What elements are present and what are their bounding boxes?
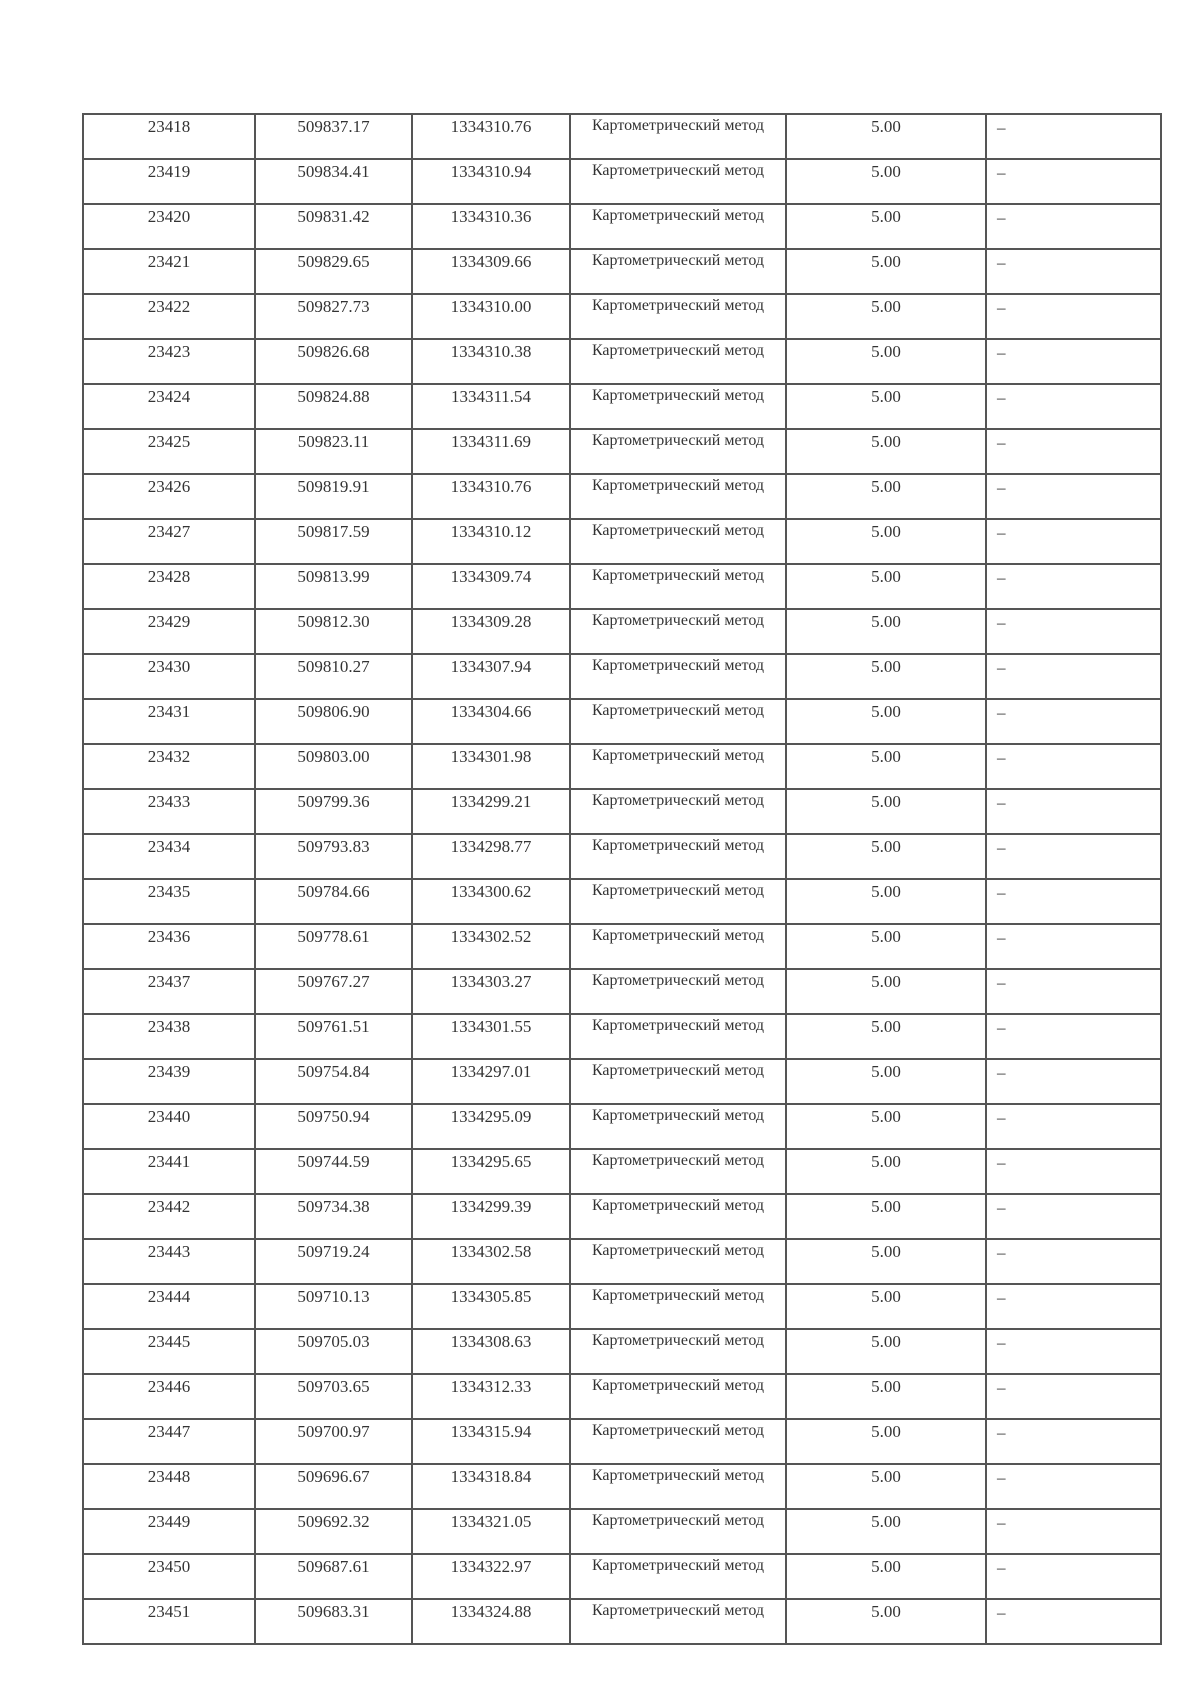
method-cell: Картометрический метод — [570, 1014, 786, 1059]
point-number-cell: 23444 — [83, 1284, 255, 1329]
point-number-cell: 23418 — [83, 114, 255, 159]
table-body — [83, 114, 1161, 1644]
y-coordinate-cell: 1334297.01 — [412, 1059, 570, 1104]
point-number-cell: 23451 — [83, 1599, 255, 1644]
x-coordinate-cell: 509827.73 — [255, 294, 412, 339]
y-coordinate-cell: 1334312.33 — [412, 1374, 570, 1419]
point-number-cell: 23441 — [83, 1149, 255, 1194]
y-coordinate-cell: 1334298.77 — [412, 834, 570, 879]
table-row — [83, 1239, 1161, 1284]
note-cell: – — [986, 1419, 1161, 1464]
method-cell: Картометрический метод — [570, 159, 786, 204]
point-number-cell: 23439 — [83, 1059, 255, 1104]
accuracy-cell: 5.00 — [786, 699, 986, 744]
table-row — [83, 1554, 1161, 1599]
table-row — [83, 1599, 1161, 1644]
method-cell: Картометрический метод — [570, 834, 786, 879]
x-coordinate-cell: 509837.17 — [255, 114, 412, 159]
note-cell: – — [986, 654, 1161, 699]
method-cell: Картометрический метод — [570, 1104, 786, 1149]
table-row — [83, 1374, 1161, 1419]
y-coordinate-cell: 1334309.66 — [412, 249, 570, 294]
y-coordinate-cell: 1334295.65 — [412, 1149, 570, 1194]
method-cell: Картометрический метод — [570, 564, 786, 609]
note-cell: – — [986, 1374, 1161, 1419]
table-row — [83, 1464, 1161, 1509]
x-coordinate-cell: 509834.41 — [255, 159, 412, 204]
accuracy-cell: 5.00 — [786, 1194, 986, 1239]
note-cell: – — [986, 1464, 1161, 1509]
accuracy-cell: 5.00 — [786, 1419, 986, 1464]
y-coordinate-cell: 1334310.12 — [412, 519, 570, 564]
point-number-cell: 23440 — [83, 1104, 255, 1149]
coordinates-table-container — [82, 113, 1160, 1645]
y-coordinate-cell: 1334302.52 — [412, 924, 570, 969]
note-cell: – — [986, 1014, 1161, 1059]
x-coordinate-cell: 509761.51 — [255, 1014, 412, 1059]
point-number-cell: 23422 — [83, 294, 255, 339]
note-cell: – — [986, 474, 1161, 519]
method-cell: Картометрический метод — [570, 1554, 786, 1599]
accuracy-cell: 5.00 — [786, 1104, 986, 1149]
point-number-cell: 23434 — [83, 834, 255, 879]
method-cell: Картометрический метод — [570, 249, 786, 294]
note-cell: – — [986, 294, 1161, 339]
note-cell: – — [986, 834, 1161, 879]
y-coordinate-cell: 1334299.21 — [412, 789, 570, 834]
y-coordinate-cell: 1334305.85 — [412, 1284, 570, 1329]
x-coordinate-cell: 509744.59 — [255, 1149, 412, 1194]
table-row — [83, 1419, 1161, 1464]
method-cell: Картометрический метод — [570, 609, 786, 654]
table-row — [83, 294, 1161, 339]
x-coordinate-cell: 509784.66 — [255, 879, 412, 924]
y-coordinate-cell: 1334301.98 — [412, 744, 570, 789]
point-number-cell: 23442 — [83, 1194, 255, 1239]
accuracy-cell: 5.00 — [786, 429, 986, 474]
point-number-cell: 23428 — [83, 564, 255, 609]
note-cell: – — [986, 1554, 1161, 1599]
y-coordinate-cell: 1334295.09 — [412, 1104, 570, 1149]
x-coordinate-cell: 509767.27 — [255, 969, 412, 1014]
y-coordinate-cell: 1334321.05 — [412, 1509, 570, 1554]
method-cell: Картометрический метод — [570, 1464, 786, 1509]
accuracy-cell: 5.00 — [786, 339, 986, 384]
point-number-cell: 23427 — [83, 519, 255, 564]
table-row — [83, 924, 1161, 969]
y-coordinate-cell: 1334315.94 — [412, 1419, 570, 1464]
point-number-cell: 23450 — [83, 1554, 255, 1599]
point-number-cell: 23448 — [83, 1464, 255, 1509]
x-coordinate-cell: 509778.61 — [255, 924, 412, 969]
y-coordinate-cell: 1334307.94 — [412, 654, 570, 699]
y-coordinate-cell: 1334308.63 — [412, 1329, 570, 1374]
accuracy-cell: 5.00 — [786, 1284, 986, 1329]
x-coordinate-cell: 509793.83 — [255, 834, 412, 879]
point-number-cell: 23421 — [83, 249, 255, 294]
y-coordinate-cell: 1334309.74 — [412, 564, 570, 609]
method-cell: Картометрический метод — [570, 384, 786, 429]
x-coordinate-cell: 509803.00 — [255, 744, 412, 789]
table-row — [83, 159, 1161, 204]
x-coordinate-cell: 509819.91 — [255, 474, 412, 519]
x-coordinate-cell: 509700.97 — [255, 1419, 412, 1464]
table-row — [83, 519, 1161, 564]
note-cell: – — [986, 159, 1161, 204]
x-coordinate-cell: 509734.38 — [255, 1194, 412, 1239]
note-cell: – — [986, 969, 1161, 1014]
accuracy-cell: 5.00 — [786, 609, 986, 654]
y-coordinate-cell: 1334304.66 — [412, 699, 570, 744]
point-number-cell: 23431 — [83, 699, 255, 744]
accuracy-cell: 5.00 — [786, 1059, 986, 1104]
table-row — [83, 1014, 1161, 1059]
y-coordinate-cell: 1334310.00 — [412, 294, 570, 339]
point-number-cell: 23435 — [83, 879, 255, 924]
x-coordinate-cell: 509817.59 — [255, 519, 412, 564]
y-coordinate-cell: 1334302.58 — [412, 1239, 570, 1284]
y-coordinate-cell: 1334318.84 — [412, 1464, 570, 1509]
point-number-cell: 23423 — [83, 339, 255, 384]
x-coordinate-cell: 509754.84 — [255, 1059, 412, 1104]
table-row — [83, 339, 1161, 384]
table-row — [83, 969, 1161, 1014]
method-cell: Картометрический метод — [570, 204, 786, 249]
accuracy-cell: 5.00 — [786, 1599, 986, 1644]
note-cell: – — [986, 1599, 1161, 1644]
table-row — [83, 1329, 1161, 1374]
accuracy-cell: 5.00 — [786, 879, 986, 924]
accuracy-cell: 5.00 — [786, 1239, 986, 1284]
table-row — [83, 474, 1161, 519]
method-cell: Картометрический метод — [570, 654, 786, 699]
x-coordinate-cell: 509831.42 — [255, 204, 412, 249]
method-cell: Картометрический метод — [570, 699, 786, 744]
note-cell: – — [986, 1059, 1161, 1104]
method-cell: Картометрический метод — [570, 744, 786, 789]
x-coordinate-cell: 509824.88 — [255, 384, 412, 429]
method-cell: Картометрический метод — [570, 294, 786, 339]
accuracy-cell: 5.00 — [786, 474, 986, 519]
x-coordinate-cell: 509823.11 — [255, 429, 412, 474]
x-coordinate-cell: 509696.67 — [255, 1464, 412, 1509]
point-number-cell: 23447 — [83, 1419, 255, 1464]
method-cell: Картометрический метод — [570, 789, 786, 834]
x-coordinate-cell: 509710.13 — [255, 1284, 412, 1329]
x-coordinate-cell: 509705.03 — [255, 1329, 412, 1374]
point-number-cell: 23443 — [83, 1239, 255, 1284]
note-cell: – — [986, 789, 1161, 834]
accuracy-cell: 5.00 — [786, 789, 986, 834]
coordinates-table — [82, 113, 1162, 1645]
table-row — [83, 654, 1161, 699]
note-cell: – — [986, 1329, 1161, 1374]
y-coordinate-cell: 1334310.36 — [412, 204, 570, 249]
y-coordinate-cell: 1334310.76 — [412, 474, 570, 519]
accuracy-cell: 5.00 — [786, 294, 986, 339]
x-coordinate-cell: 509692.32 — [255, 1509, 412, 1554]
point-number-cell: 23449 — [83, 1509, 255, 1554]
accuracy-cell: 5.00 — [786, 924, 986, 969]
x-coordinate-cell: 509826.68 — [255, 339, 412, 384]
table-row — [83, 384, 1161, 429]
method-cell: Картометрический метод — [570, 114, 786, 159]
point-number-cell: 23438 — [83, 1014, 255, 1059]
y-coordinate-cell: 1334299.39 — [412, 1194, 570, 1239]
x-coordinate-cell: 509812.30 — [255, 609, 412, 654]
accuracy-cell: 5.00 — [786, 1464, 986, 1509]
table-row — [83, 114, 1161, 159]
note-cell: – — [986, 924, 1161, 969]
note-cell: – — [986, 1149, 1161, 1194]
note-cell: – — [986, 429, 1161, 474]
accuracy-cell: 5.00 — [786, 204, 986, 249]
accuracy-cell: 5.00 — [786, 384, 986, 429]
point-number-cell: 23420 — [83, 204, 255, 249]
point-number-cell: 23433 — [83, 789, 255, 834]
x-coordinate-cell: 509703.65 — [255, 1374, 412, 1419]
table-row — [83, 1284, 1161, 1329]
accuracy-cell: 5.00 — [786, 1554, 986, 1599]
x-coordinate-cell: 509687.61 — [255, 1554, 412, 1599]
method-cell: Картометрический метод — [570, 879, 786, 924]
y-coordinate-cell: 1334311.54 — [412, 384, 570, 429]
note-cell: – — [986, 1284, 1161, 1329]
method-cell: Картометрический метод — [570, 429, 786, 474]
note-cell: – — [986, 564, 1161, 609]
table-row — [83, 1059, 1161, 1104]
table-row — [83, 744, 1161, 789]
table-row — [83, 1104, 1161, 1149]
accuracy-cell: 5.00 — [786, 564, 986, 609]
point-number-cell: 23436 — [83, 924, 255, 969]
x-coordinate-cell: 509750.94 — [255, 1104, 412, 1149]
accuracy-cell: 5.00 — [786, 1374, 986, 1419]
y-coordinate-cell: 1334324.88 — [412, 1599, 570, 1644]
method-cell: Картометрический метод — [570, 1419, 786, 1464]
method-cell: Картометрический метод — [570, 1059, 786, 1104]
accuracy-cell: 5.00 — [786, 1329, 986, 1374]
table-row — [83, 429, 1161, 474]
method-cell: Картометрический метод — [570, 474, 786, 519]
y-coordinate-cell: 1334303.27 — [412, 969, 570, 1014]
y-coordinate-cell: 1334309.28 — [412, 609, 570, 654]
accuracy-cell: 5.00 — [786, 1509, 986, 1554]
accuracy-cell: 5.00 — [786, 519, 986, 564]
accuracy-cell: 5.00 — [786, 834, 986, 879]
note-cell: – — [986, 519, 1161, 564]
note-cell: – — [986, 699, 1161, 744]
accuracy-cell: 5.00 — [786, 969, 986, 1014]
note-cell: – — [986, 1104, 1161, 1149]
point-number-cell: 23419 — [83, 159, 255, 204]
point-number-cell: 23425 — [83, 429, 255, 474]
x-coordinate-cell: 509813.99 — [255, 564, 412, 609]
x-coordinate-cell: 509683.31 — [255, 1599, 412, 1644]
x-coordinate-cell: 509806.90 — [255, 699, 412, 744]
method-cell: Картометрический метод — [570, 1599, 786, 1644]
note-cell: – — [986, 249, 1161, 294]
table-row — [83, 879, 1161, 924]
note-cell: – — [986, 744, 1161, 789]
table-row — [83, 1509, 1161, 1554]
method-cell: Картометрический метод — [570, 1284, 786, 1329]
point-number-cell: 23437 — [83, 969, 255, 1014]
note-cell: – — [986, 1194, 1161, 1239]
note-cell: – — [986, 384, 1161, 429]
note-cell: – — [986, 1509, 1161, 1554]
table-row — [83, 789, 1161, 834]
table-row — [83, 204, 1161, 249]
table-row — [83, 1194, 1161, 1239]
y-coordinate-cell: 1334310.76 — [412, 114, 570, 159]
note-cell: – — [986, 114, 1161, 159]
table-row — [83, 834, 1161, 879]
method-cell: Картометрический метод — [570, 1239, 786, 1284]
x-coordinate-cell: 509719.24 — [255, 1239, 412, 1284]
accuracy-cell: 5.00 — [786, 744, 986, 789]
y-coordinate-cell: 1334311.69 — [412, 429, 570, 474]
accuracy-cell: 5.00 — [786, 1014, 986, 1059]
method-cell: Картометрический метод — [570, 1509, 786, 1554]
method-cell: Картометрический метод — [570, 1329, 786, 1374]
note-cell: – — [986, 339, 1161, 384]
table-row — [83, 564, 1161, 609]
x-coordinate-cell: 509829.65 — [255, 249, 412, 294]
method-cell: Картометрический метод — [570, 339, 786, 384]
table-row — [83, 609, 1161, 654]
method-cell: Картометрический метод — [570, 1374, 786, 1419]
note-cell: – — [986, 609, 1161, 654]
note-cell: – — [986, 204, 1161, 249]
y-coordinate-cell: 1334322.97 — [412, 1554, 570, 1599]
note-cell: – — [986, 1239, 1161, 1284]
x-coordinate-cell: 509799.36 — [255, 789, 412, 834]
method-cell: Картометрический метод — [570, 969, 786, 1014]
point-number-cell: 23429 — [83, 609, 255, 654]
y-coordinate-cell: 1334300.62 — [412, 879, 570, 924]
method-cell: Картометрический метод — [570, 519, 786, 564]
point-number-cell: 23432 — [83, 744, 255, 789]
method-cell: Картометрический метод — [570, 924, 786, 969]
table-row — [83, 1149, 1161, 1194]
point-number-cell: 23445 — [83, 1329, 255, 1374]
accuracy-cell: 5.00 — [786, 114, 986, 159]
accuracy-cell: 5.00 — [786, 249, 986, 294]
point-number-cell: 23430 — [83, 654, 255, 699]
accuracy-cell: 5.00 — [786, 159, 986, 204]
accuracy-cell: 5.00 — [786, 654, 986, 699]
y-coordinate-cell: 1334310.38 — [412, 339, 570, 384]
table-row — [83, 699, 1161, 744]
method-cell: Картометрический метод — [570, 1194, 786, 1239]
point-number-cell: 23426 — [83, 474, 255, 519]
note-cell: – — [986, 879, 1161, 924]
point-number-cell: 23446 — [83, 1374, 255, 1419]
y-coordinate-cell: 1334310.94 — [412, 159, 570, 204]
point-number-cell: 23424 — [83, 384, 255, 429]
method-cell: Картометрический метод — [570, 1149, 786, 1194]
accuracy-cell: 5.00 — [786, 1149, 986, 1194]
y-coordinate-cell: 1334301.55 — [412, 1014, 570, 1059]
table-row — [83, 249, 1161, 294]
x-coordinate-cell: 509810.27 — [255, 654, 412, 699]
